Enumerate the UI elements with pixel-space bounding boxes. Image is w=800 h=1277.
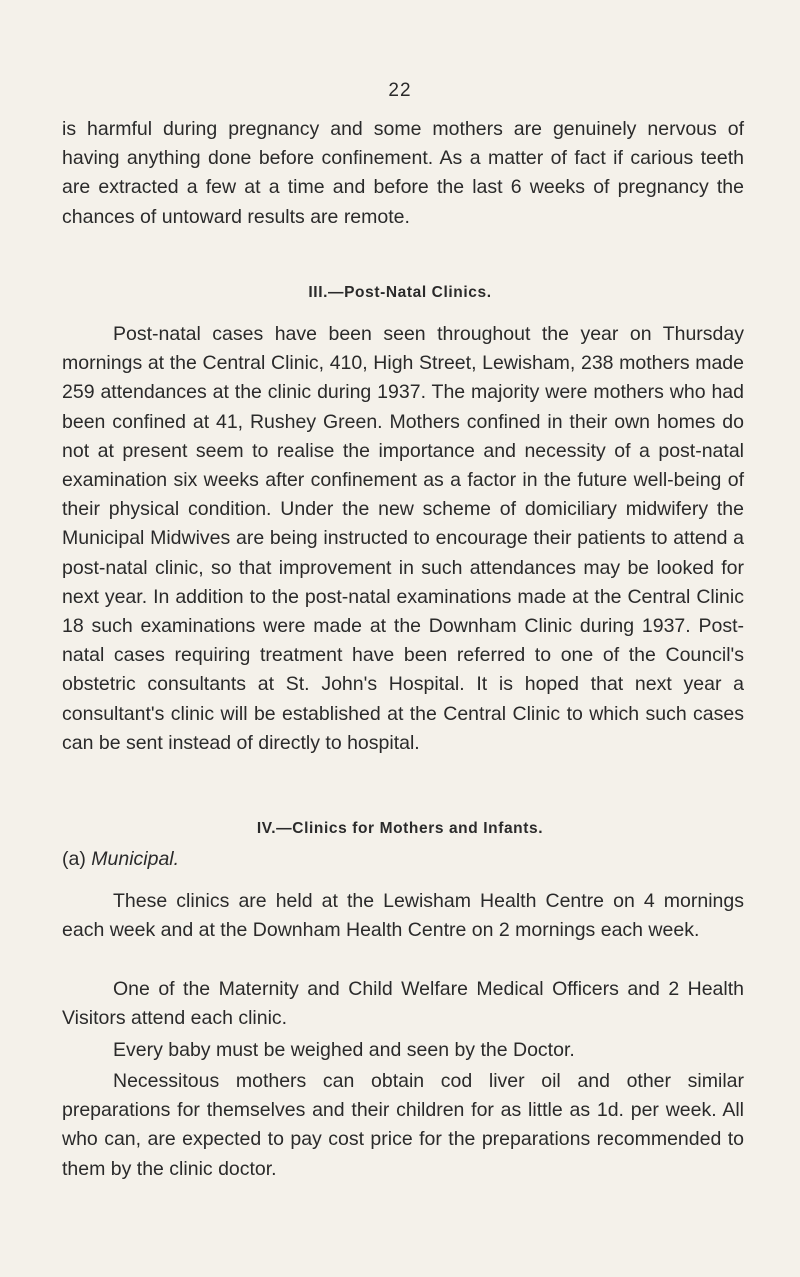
- section-iv-paragraph-4: Necessitous mothers can obtain cod liver oil and other similar preparations for themselves and their children for as little as 1d. per week. All who can, are expected to pay cost price for the preparations recommended to them by the clinic doctor.: [62, 1070, 744, 1180]
- section-iii-heading: III.—Post-Natal Clinics.: [308, 284, 492, 301]
- subheading-prefix: (a): [62, 848, 86, 870]
- page-number: 22: [388, 80, 412, 101]
- section-iii-paragraph: Post-natal cases have been seen throughout the year on Thursday mornings at the Central Clinic, 410, High Street, Lewisham, 238 mothers made 259 attendances at the clinic during 1937. The majority were mothers who had been confined at 41, Rushey Green. Mothers confined in their own homes do not at present seem to realise the importance and necessity of a post-natal examination six weeks after confinement as a factor in the future well-being of their physical condition. Under the new scheme of domiciliary midwifery the Municipal Midwives are being instructed to encourage their patients to attend a post-natal clinic, so that improvement in such attendances may be looked for next year. In addition to the post-natal examinations made at the Central Clinic 18 such examinations were made at the Downham Clinic during 1937. Post-natal cases requiring treatment have been referred to one of the Council's obstetric consultants at St. John's Hospital. It is hoped that next year a consultant's clinic will be established at the Central Clinic to which such cases can be sent instead of directly to hospital.: [62, 323, 744, 754]
- subheading-label: Municipal.: [91, 848, 180, 870]
- section-iv-paragraph-3: Every baby must be weighed and seen by the Doctor.: [113, 1039, 575, 1061]
- section-iv-paragraph-2: One of the Maternity and Child Welfare Medical Officers and 2 Health Visitors attend each clinic.: [62, 978, 744, 1030]
- section-iv-paragraph-1: These clinics are held at the Lewisham Health Centre on 4 mornings each week and at the Downham Health Centre on 2 mornings each week.: [62, 890, 744, 942]
- section-iv-heading: IV.—Clinics for Mothers and Infants.: [256, 820, 544, 837]
- paragraph-continuation: is harmful during pregnancy and some mothers are genuinely nervous of having anything done before confinement. As a matter of fact if carious teeth are extracted a few at a time and before the last 6 weeks of pregnancy the chances of untoward results are remote.: [62, 118, 744, 228]
- section-iv-subheading: [62, 848, 179, 871]
